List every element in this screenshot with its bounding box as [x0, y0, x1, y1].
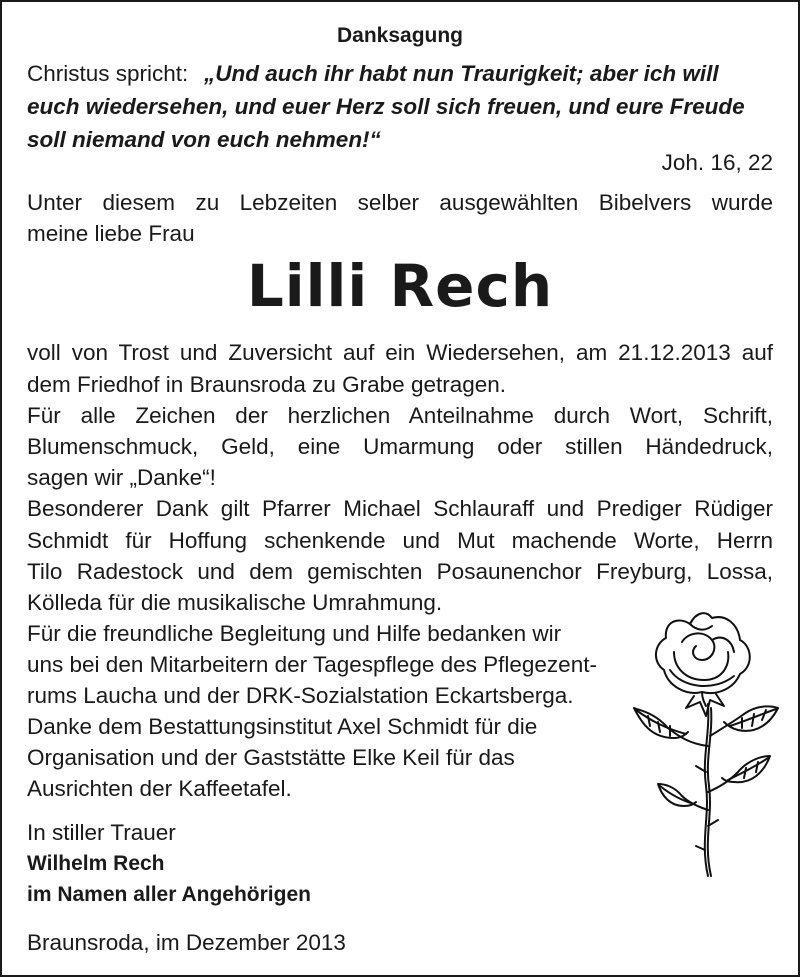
body-line: Besonderer Dank gilt Pfarrer Michael Schlauraff und Prediger Rüdiger	[27, 496, 773, 521]
body-line: Kölleda für die musikalische Umrahmung.	[27, 590, 443, 615]
body-line: rums Laucha und der DRK-Sozialstation Eckartsberga.	[27, 683, 574, 708]
body-line: Danke dem Bestattungsinstitut Axel Schmidt für die	[27, 714, 538, 739]
body-line: dem Friedhof in Braunsroda zu Grabe getragen.	[27, 372, 507, 397]
body-line: Tilo Radestock und dem gemischten Posaunenchor Freyburg, Lossa,	[27, 559, 773, 584]
quote-line: „Und auch ihr habt nun Traurigkeit; aber ich will	[204, 61, 719, 86]
body-line: Blumenschmuck, Geld, eine Umarmung oder stillen Händedruck,	[27, 434, 773, 459]
body-line: Ausrichten der Kaffeetafel.	[27, 776, 292, 801]
notice-heading: Danksagung	[336, 24, 464, 47]
body-line: Für alle Zeichen der herzlichen Anteilnahme durch Wort, Schrift,	[27, 403, 773, 428]
closing-line: In stiller Trauer	[27, 820, 176, 845]
body-line: Organisation und der Gaststätte Elke Keil für das	[27, 745, 515, 770]
quote-line: euch wiedersehen, und euer Herz soll sich freuen, und eure Freude	[27, 94, 745, 119]
signatory-note: im Namen aller Angehörigen	[27, 883, 311, 906]
bible-reference: Joh. 16, 22	[661, 150, 773, 175]
body-line: voll von Trost und Zuversicht auf ein Wiedersehen, am 21.12.2013 auf	[27, 340, 773, 365]
signatory-name: Wilhelm Rech	[27, 852, 165, 875]
body-line: uns bei den Mitarbeitern der Tagespflege des Pflegezent-	[27, 652, 597, 677]
body-line: sagen wir „Danke“!	[27, 465, 216, 490]
body-line: Für die freundliche Begleitung und Hilfe bedanken wir	[27, 621, 562, 646]
place-date: Braunsroda, im Dezember 2013	[27, 930, 346, 955]
body-line: Schmidt für Hoffung schenkende und Mut machende Worte, Herrn	[27, 528, 773, 553]
quote-line: soll niemand von euch nehmen!“	[27, 127, 381, 152]
deceased-name: Lilli Rech	[246, 252, 554, 320]
quote-intro: Christus spricht:	[27, 61, 189, 86]
intro-line: Unter diesem zu Lebzeiten selber ausgewählten Bibelvers wurde	[27, 190, 773, 215]
intro-line: meine liebe Frau	[27, 221, 195, 246]
rose-icon	[630, 596, 780, 881]
